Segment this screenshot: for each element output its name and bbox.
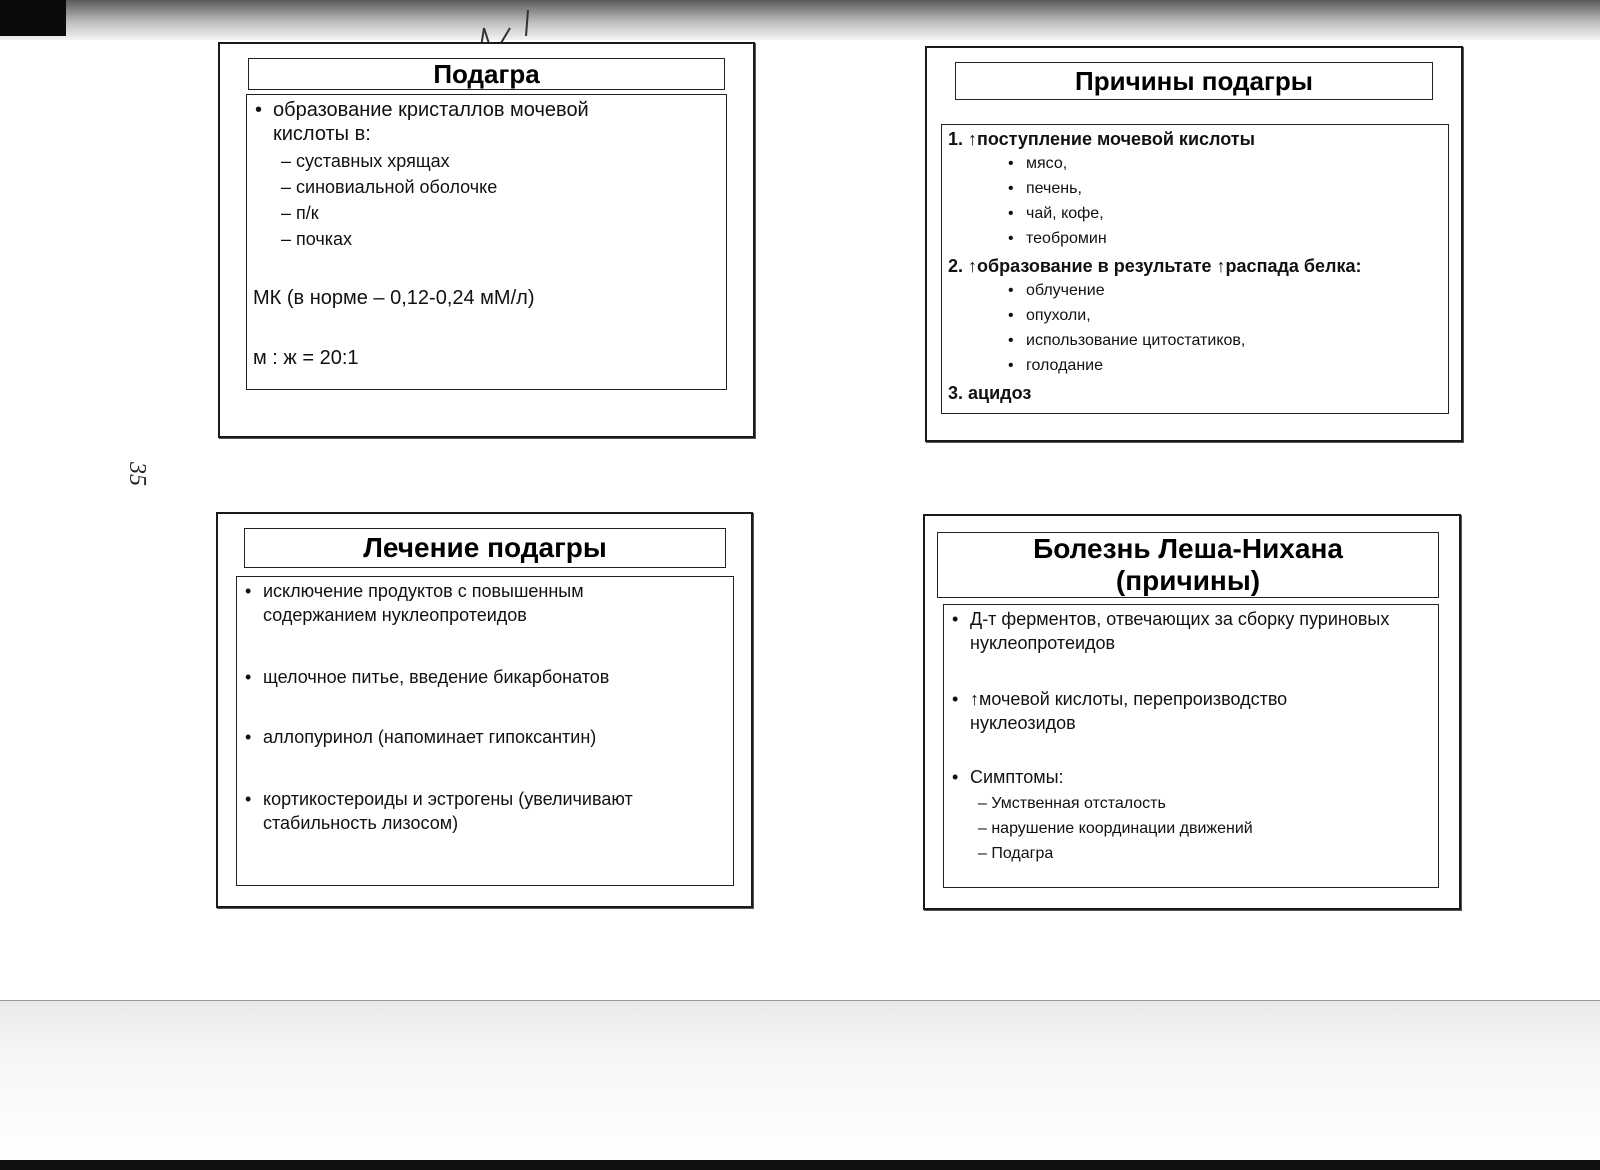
list-item-continuation: нуклеозидов bbox=[970, 713, 1076, 733]
sub-item: – суставных хрящах bbox=[281, 151, 450, 171]
sub-item: – п/к bbox=[281, 203, 319, 223]
page-number: 35 bbox=[124, 462, 150, 486]
slide-gout-treatment bbox=[216, 512, 753, 908]
slide-body bbox=[941, 124, 1449, 414]
sub-item: • облучение bbox=[1026, 282, 1105, 300]
sub-item: • голодание bbox=[1026, 357, 1103, 375]
slide-title-text: Лечение подагры bbox=[363, 532, 607, 563]
list-item: • Симптомы: bbox=[970, 767, 1064, 788]
list-item: • щелочное питье, введение бикарбонатов bbox=[263, 667, 609, 688]
slide-title-line: Болезнь Леша-Нихана bbox=[1033, 533, 1343, 564]
numbered-item: 3. ацидоз bbox=[948, 383, 1032, 403]
scan-top-edge bbox=[0, 0, 1600, 40]
scan-corner-shadow bbox=[0, 0, 66, 36]
slide-body bbox=[246, 94, 727, 390]
list-item: • исключение продуктов с повышенным bbox=[263, 581, 584, 602]
list-item-continuation: кислоты в: bbox=[273, 123, 371, 145]
norm-text: МК (в норме – 0,12-0,24 мМ/л) bbox=[253, 287, 535, 309]
slide-title-text: Подагра bbox=[433, 58, 540, 89]
list-item-continuation: стабильность лизосом) bbox=[263, 813, 459, 833]
sub-item: – нарушение координации движений bbox=[978, 820, 1253, 837]
sub-item: • опухоли, bbox=[1026, 307, 1091, 325]
sub-item: – синовиальной оболочке bbox=[281, 177, 498, 197]
sub-item: • теобромин bbox=[1026, 230, 1107, 248]
sub-item: • печень, bbox=[1026, 180, 1082, 198]
numbered-item: 1. ↑поступление мочевой кислоты bbox=[948, 129, 1255, 149]
slide-title-line: (причины) bbox=[1115, 565, 1261, 596]
slide-gout-causes bbox=[925, 46, 1463, 442]
scan-bottom-edge bbox=[0, 1160, 1600, 1170]
list-item: • кортикостероиды и эстрогены (увеличивают bbox=[263, 789, 633, 810]
sub-item: – Подагра bbox=[978, 845, 1054, 862]
sub-item: • использование цитостатиков, bbox=[1026, 332, 1245, 350]
list-item: • ↑мочевой кислоты, перепроизводство bbox=[970, 689, 1287, 710]
slide-title-text: Причины подагры bbox=[1075, 65, 1313, 96]
slide-body bbox=[236, 576, 734, 886]
scan-page-edge bbox=[0, 1000, 1600, 1161]
sub-item: • мясо, bbox=[1026, 155, 1067, 173]
slide-title bbox=[248, 58, 725, 90]
sub-item: – почках bbox=[281, 229, 353, 249]
slide-body bbox=[943, 604, 1439, 888]
list-item: • аллопуринол (напоминает гипоксантин) bbox=[263, 727, 596, 748]
sub-item: • чай, кофе, bbox=[1026, 205, 1104, 223]
list-item: • Д-т ферментов, отвечающих за сборку пуриновых bbox=[970, 609, 1389, 630]
numbered-item: 2. ↑образование в результате ↑распада белка: bbox=[948, 256, 1362, 276]
slide-title bbox=[955, 62, 1433, 100]
slide-lesch-nyhan bbox=[923, 514, 1461, 910]
slide-gout bbox=[218, 42, 755, 438]
sub-item: – Умственная отсталость bbox=[978, 795, 1166, 812]
list-item: • образование кристаллов мочевой bbox=[273, 99, 589, 122]
list-item-continuation: содержанием нуклеопротеидов bbox=[263, 605, 527, 625]
ratio-text: м : ж = 20:1 bbox=[253, 347, 359, 369]
slide-title bbox=[244, 528, 726, 568]
list-item-continuation: нуклеопротеидов bbox=[970, 633, 1116, 653]
slide-title bbox=[937, 532, 1439, 598]
